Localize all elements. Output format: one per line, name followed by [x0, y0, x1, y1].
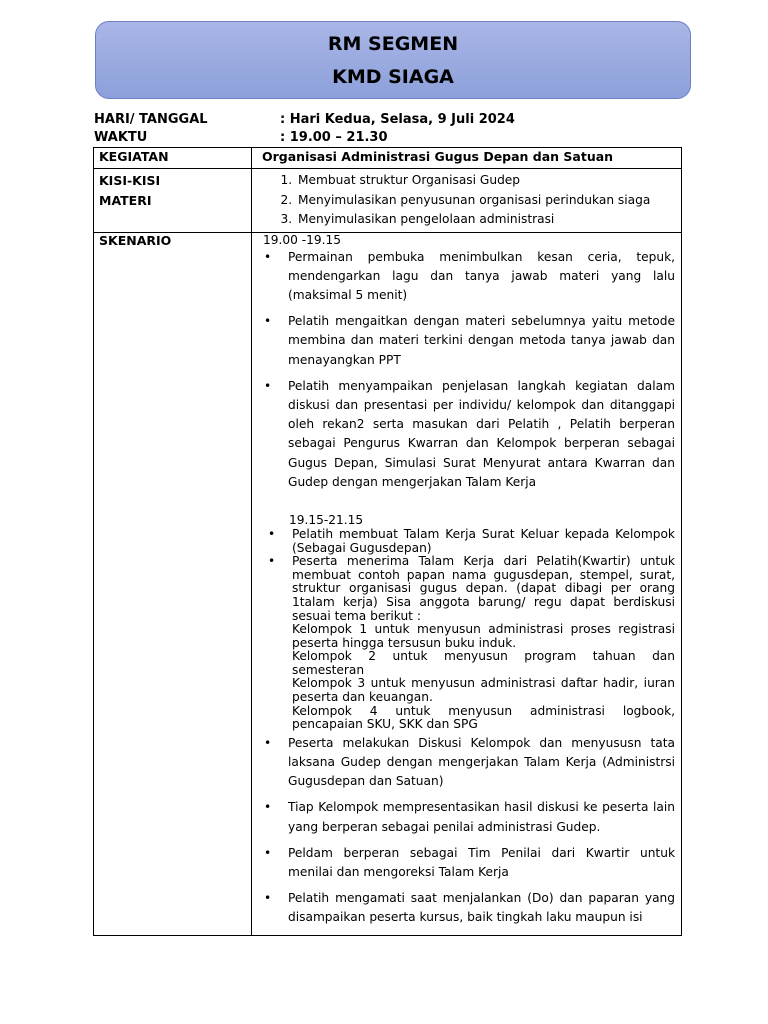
group-item: Kelompok 4 untuk menyusun administrasi logbook, pencapaian SKU, SKK dan SPG — [292, 703, 675, 732]
kegiatan-value: Organisasi Administrasi Gugus Depan dan Satuan — [252, 148, 682, 169]
kisi-label-line-2: MATERI — [99, 193, 152, 208]
kisi-label-line-1: KISI-KISI — [99, 173, 161, 188]
list-item: 1. Membuat struktur Organisasi Gudep — [296, 171, 675, 191]
list-item — [292, 555, 675, 732]
list-item: 3. Menyimulasikan pengelolaan administrasi — [296, 210, 675, 230]
kegiatan-row — [94, 148, 682, 169]
time-row — [94, 130, 388, 145]
list-item: • Pelatih menyampaikan penjelasan langkah kegiatan dalam diskusi dan presentasi per individu/ kelompok dan ditanggapi oleh rekan2 serta masukan dari Pelatih , Pelatih berperan sebagai Pengurus Kwarran dan Kelompok berperan sebagai Gugus Depan, Simulasi Surat Menyurat antara Kwarran dan Gudep dengan mengerjakan Talam Kerja — [288, 377, 675, 492]
kegiatan-label: KEGIATAN — [94, 148, 252, 169]
skenario-content — [252, 232, 682, 935]
time-value: : 19.00 – 21.30 — [280, 130, 388, 145]
day-value: : Hari Kedua, Selasa, 9 Juli 2024 — [280, 112, 515, 127]
list-item: • Pelatih mengaitkan dengan materi sebelumnya yaitu metode membina dan materi terkini dengan metoda tanya jawab dan menayangkan PPT — [288, 312, 675, 370]
kisi-row — [94, 169, 682, 233]
list-item: 2. Menyimulasikan penyusunan organisasi perindukan siaga — [296, 191, 675, 211]
title-line-1: RM SEGMEN — [327, 33, 459, 55]
list-item-text: • Peserta menerima Talam Kerja dari Pelatih(Kwartir) untuk membuat contoh papan nama gugusdepan, stempel, surat, struktur organisasi gugus depan. (dapat dibagi per orang 1talam kerja) Sisa anggota barung/ regu dapat berdiskusi sesuai tema berikut : — [292, 554, 675, 623]
kisi-content — [252, 169, 682, 233]
scenario-list-1 — [262, 248, 675, 492]
group-item: Kelompok 1 untuk menyusun administrasi proses registrasi peserta hingga tersusun buku induk. — [292, 622, 675, 650]
list-item: • Peserta melakukan Diskusi Kelompok dan menyususn tata laksana Gudep dengan mengerjakan Talam Kerja (Administrsi Gugusdepan dan Satuan) — [288, 734, 675, 792]
time-label: WAKTU — [94, 130, 148, 145]
list-item: • Peldam berperan sebagai Tim Penilai dari Kwartir untuk menilai dan mengoreksi Talam Kerja — [288, 844, 675, 882]
scenario-list-3 — [262, 734, 675, 928]
kisi-list — [262, 169, 675, 232]
list-item: • Pelatih membuat Talam Kerja Surat Keluar kepada Kelompok (Sebagai Gugusdepan) — [292, 528, 675, 555]
list-item: • Pelatih mengamati saat menjalankan (Do) dan paparan yang disampaikan peserta kursus, baik tingkah laku maupun isi — [288, 889, 675, 927]
time-slot-2: 19.15-21.15 — [289, 512, 364, 527]
day-row — [94, 112, 515, 127]
group-item: Kelompok 3 untuk menyusun administrasi daftar hadir, iuran peserta dan keuangan. — [292, 676, 675, 705]
title-line-2: KMD SIAGA — [332, 66, 454, 88]
session-table — [93, 147, 682, 936]
group-item: Kelompok 2 untuk menyusun program tahuan dan semesteran — [292, 649, 675, 677]
kisi-label — [94, 169, 252, 233]
skenario-label: SKENARIO — [94, 232, 252, 935]
list-item: • Permainan pembuka menimbulkan kesan ceria, tepuk, mendengarkan lagu dan tanya jawab materi yang lalu (maksimal 5 menit) — [288, 248, 675, 306]
day-label: HARI/ TANGGAL — [94, 112, 208, 127]
scenario-list-2 — [262, 528, 675, 732]
time-slot-1: 19.00 -19.15 — [263, 232, 342, 247]
list-item: • Tiap Kelompok mempresentasikan hasil diskusi ke peserta lain yang berperan sebagai penilai administrasi Gudep. — [288, 798, 675, 836]
skenario-row — [94, 232, 682, 935]
title-banner — [95, 21, 691, 99]
